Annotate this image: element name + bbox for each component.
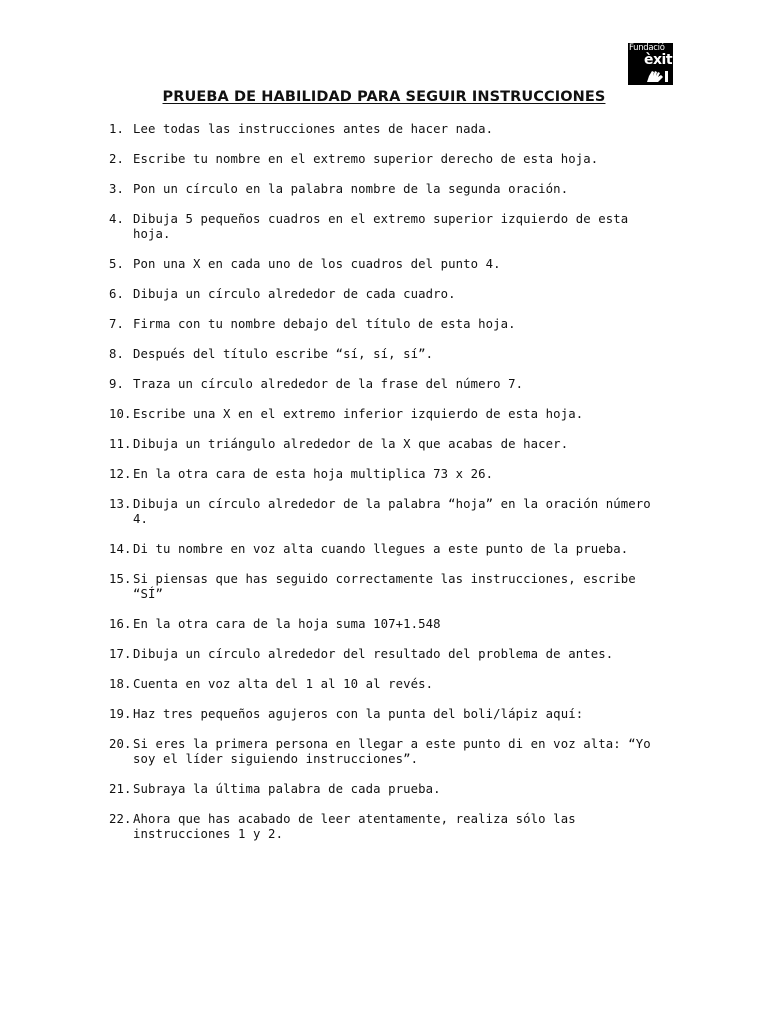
instruction-item-9 [109,377,669,392]
instruction-number: 10. [109,407,132,421]
instruction-item-1 [109,122,669,137]
instruction-item-3 [109,182,669,197]
instruction-text: Lee todas las instrucciones antes de hacer nada. [133,122,494,136]
fundacio-exit-logo [628,43,673,85]
instruction-item-6 [109,287,669,302]
instruction-text: Dibuja un círculo alrededor de cada cuadro. [133,287,456,301]
instruction-number: 19. [109,707,132,721]
instruction-item-15 [109,572,669,602]
instruction-number: 15. [109,572,132,586]
instruction-number: 7. [109,317,125,331]
instruction-item-13 [109,497,669,527]
instruction-number: 8. [109,347,125,361]
instruction-text: Di tu nombre en voz alta cuando llegues a este punto de la prueba. [133,542,629,556]
instructions-list [109,122,669,857]
page-title [0,88,768,106]
instruction-item-19 [109,707,669,722]
instruction-item-21 [109,782,669,797]
page-title-text: PRUEBA DE HABILIDAD PARA SEGUIR INSTRUCCIONES [162,89,606,105]
instruction-number: 3. [109,182,125,196]
instruction-text: En la otra cara de la hoja suma 107+1.548 [133,617,441,631]
instruction-text: Dibuja 5 pequeños cuadros en el extremo superior izquierdo de esta hoja. [133,212,629,241]
instruction-number: 5. [109,257,125,271]
instruction-text: Después del título escribe “sí, sí, sí”. [133,347,434,361]
instruction-text: Ahora que has acabado de leer atentamente, realiza sólo las instrucciones 1 y 2. [133,812,576,841]
instruction-number: 6. [109,287,125,301]
instruction-text: Dibuja un círculo alrededor del resultado del problema de antes. [133,647,614,661]
instruction-text: Escribe una X en el extremo inferior izquierdo de esta hoja. [133,407,584,421]
instruction-item-22 [109,812,669,842]
instruction-item-11 [109,437,669,452]
instruction-item-12 [109,467,669,482]
instruction-item-2 [109,152,669,167]
instruction-number: 13. [109,497,132,511]
instruction-text: Si piensas que has seguido correctamente las instrucciones, escribe “SÍ” [133,572,636,601]
instruction-number: 22. [109,812,132,826]
instruction-number: 1. [109,122,125,136]
instruction-text: Dibuja un círculo alrededor de la palabra “hoja” en la oración número 4. [133,497,651,526]
instruction-item-18 [109,677,669,692]
instruction-text: Subraya la última palabra de cada prueba. [133,782,441,796]
instruction-text: Si eres la primera persona en llegar a este punto di en voz alta: “Yo soy el líder siguiendo instrucciones”. [133,737,651,766]
instruction-text: Firma con tu nombre debajo del título de esta hoja. [133,317,516,331]
hand-icon [645,69,671,83]
instruction-item-7 [109,317,669,332]
instruction-number: 18. [109,677,132,691]
instruction-number: 17. [109,647,132,661]
instruction-number: 21. [109,782,132,796]
instruction-number: 2. [109,152,125,166]
instruction-text: Escribe tu nombre en el extremo superior derecho de esta hoja. [133,152,599,166]
instruction-number: 16. [109,617,132,631]
logo-top-text: Fundació [629,43,665,53]
instruction-number: 4. [109,212,125,226]
instruction-text: Cuenta en voz alta del 1 al 10 al revés. [133,677,434,691]
logo-main-text: èxit [644,52,673,68]
instruction-text: Haz tres pequeños agujeros con la punta del boli/lápiz aquí: [133,707,584,721]
instruction-text: Pon una X en cada uno de los cuadros del punto 4. [133,257,501,271]
instruction-item-14 [109,542,669,557]
instruction-text: Traza un círculo alrededor de la frase del número 7. [133,377,524,391]
instruction-text: Dibuja un triángulo alrededor de la X que acabas de hacer. [133,437,569,451]
instruction-number: 9. [109,377,125,391]
instruction-number: 11. [109,437,132,451]
instruction-item-17 [109,647,669,662]
instruction-item-5 [109,257,669,272]
instruction-item-16 [109,617,669,632]
instruction-number: 14. [109,542,132,556]
instruction-item-4 [109,212,669,242]
instruction-item-20 [109,737,669,767]
instruction-item-8 [109,347,669,362]
instruction-text: Pon un círculo en la palabra nombre de la segunda oración. [133,182,569,196]
instruction-number: 12. [109,467,132,481]
instruction-item-10 [109,407,669,422]
instruction-text: En la otra cara de esta hoja multiplica 73 x 26. [133,467,494,481]
instruction-number: 20. [109,737,132,751]
